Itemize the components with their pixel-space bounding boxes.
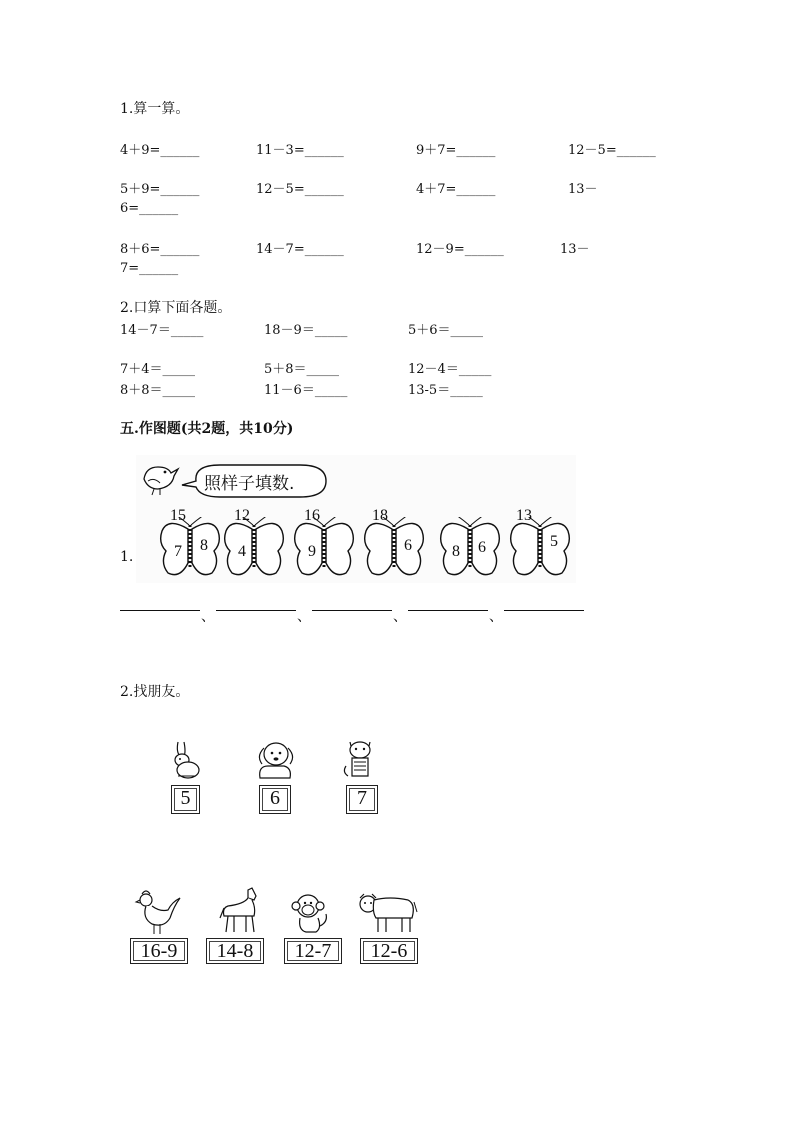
mental-r3c2: 11－6＝_____	[264, 383, 348, 398]
butterfly-4-top: 18	[372, 507, 388, 524]
butterfly-3	[292, 507, 356, 579]
butterfly-5-left: 8	[452, 543, 460, 560]
horse-icon	[218, 886, 262, 934]
rooster-icon	[134, 888, 184, 936]
problem-r3c3: 12－9=______	[416, 242, 504, 257]
butterfly-4	[362, 507, 426, 579]
butterfly-1-right: 8	[200, 537, 208, 554]
expr-box-16-9	[130, 938, 188, 964]
q2-title: 2.找朋友。	[120, 684, 190, 700]
q1-label: 1.	[120, 549, 134, 565]
butterfly-6-right: 5	[550, 533, 558, 550]
expr-12-7: 12-7	[294, 940, 332, 962]
butterfly-5-wings	[438, 517, 502, 579]
butterfly-3-left: 9	[308, 543, 316, 560]
butterfly-2-left: 4	[238, 543, 246, 560]
answer-blank-4	[408, 610, 488, 611]
number-box-6	[259, 785, 291, 814]
number-6: 6	[270, 787, 280, 809]
butterfly-2-top: 12	[234, 507, 250, 524]
number-box-5	[171, 785, 200, 814]
problem-r2c3: 4＋7=______	[416, 182, 496, 197]
mental-r2c2: 5＋8＝_____	[264, 362, 340, 377]
problem-r2-wrap: 6=______	[120, 201, 179, 216]
mental-r2c3: 12－4＝_____	[408, 362, 492, 377]
problem-r1c1: 4＋9=______	[120, 143, 200, 158]
separator-2: 、	[297, 609, 311, 625]
answer-blank-5	[504, 610, 584, 611]
number-5: 5	[180, 787, 191, 809]
expr-12-6: 12-6	[370, 940, 408, 962]
monkey-icon	[290, 892, 330, 934]
problem-r3c2: 14－7=______	[256, 242, 344, 257]
mental-r3c3: 13-5＝_____	[408, 383, 483, 398]
separator-4: 、	[489, 609, 503, 625]
butterfly-figure	[136, 455, 576, 583]
mental-r1c1: 14－7＝_____	[120, 323, 204, 338]
butterfly-2-wings	[222, 517, 286, 579]
expr-box-12-6	[360, 938, 418, 964]
butterfly-5	[438, 507, 502, 579]
butterfly-1-top: 15	[170, 507, 186, 524]
problem-r2c1: 5＋9=______	[120, 182, 200, 197]
butterfly-3-wings	[292, 517, 356, 579]
butterfly-6-wings	[508, 517, 572, 579]
puppy-icon	[252, 738, 296, 780]
cat-icon	[340, 736, 380, 780]
number-7: 7	[357, 787, 367, 809]
separator-1: 、	[201, 609, 215, 625]
mental-r2c1: 7＋4＝_____	[120, 362, 196, 377]
expr-box-14-8	[206, 938, 264, 964]
answer-blank-1	[120, 610, 200, 611]
butterfly-1-wings	[158, 517, 222, 579]
rabbit-icon	[166, 740, 202, 780]
butterfly-6	[508, 507, 572, 579]
separator-3: 、	[393, 609, 407, 625]
section5-title: 五.作图题(共2题，共10分)	[120, 421, 294, 437]
answer-blank-3	[312, 610, 392, 611]
section2-title: 2.口算下面各题。	[120, 300, 232, 316]
mental-r1c2: 18－9＝_____	[264, 323, 348, 338]
butterfly-6-top: 13	[516, 507, 532, 524]
butterfly-2	[222, 507, 286, 579]
problem-r1c2: 11－3=______	[256, 143, 344, 158]
cow-icon	[356, 890, 418, 934]
problem-r1c3: 9＋7=______	[416, 143, 496, 158]
problem-r3c1: 8＋6=______	[120, 242, 200, 257]
expr-16-9: 16-9	[140, 940, 178, 962]
butterfly-4-right: 6	[404, 537, 412, 554]
section1-title: 1.算一算。	[120, 101, 190, 117]
butterfly-1-left: 7	[174, 543, 182, 560]
butterfly-3-top: 16	[304, 507, 320, 524]
speech-text: 照样子填数.	[204, 474, 295, 494]
mental-r1c3: 5＋6＝_____	[408, 323, 484, 338]
problem-r2c2: 12－5=______	[256, 182, 344, 197]
butterfly-1	[158, 507, 222, 579]
number-box-7	[346, 785, 378, 814]
butterfly-5-right: 6	[478, 539, 486, 556]
butterfly-4-wings	[362, 517, 426, 579]
problem-r3c4: 13－	[560, 242, 590, 257]
problem-r1c4: 12－5=______	[568, 143, 656, 158]
problem-r2c4: 13－	[568, 182, 598, 197]
answer-blank-2	[216, 610, 296, 611]
mental-r3c1: 8＋8＝_____	[120, 383, 196, 398]
problem-r3-wrap: 7=______	[120, 261, 179, 276]
expr-box-12-7	[284, 938, 342, 964]
expr-14-8: 14-8	[216, 940, 254, 962]
